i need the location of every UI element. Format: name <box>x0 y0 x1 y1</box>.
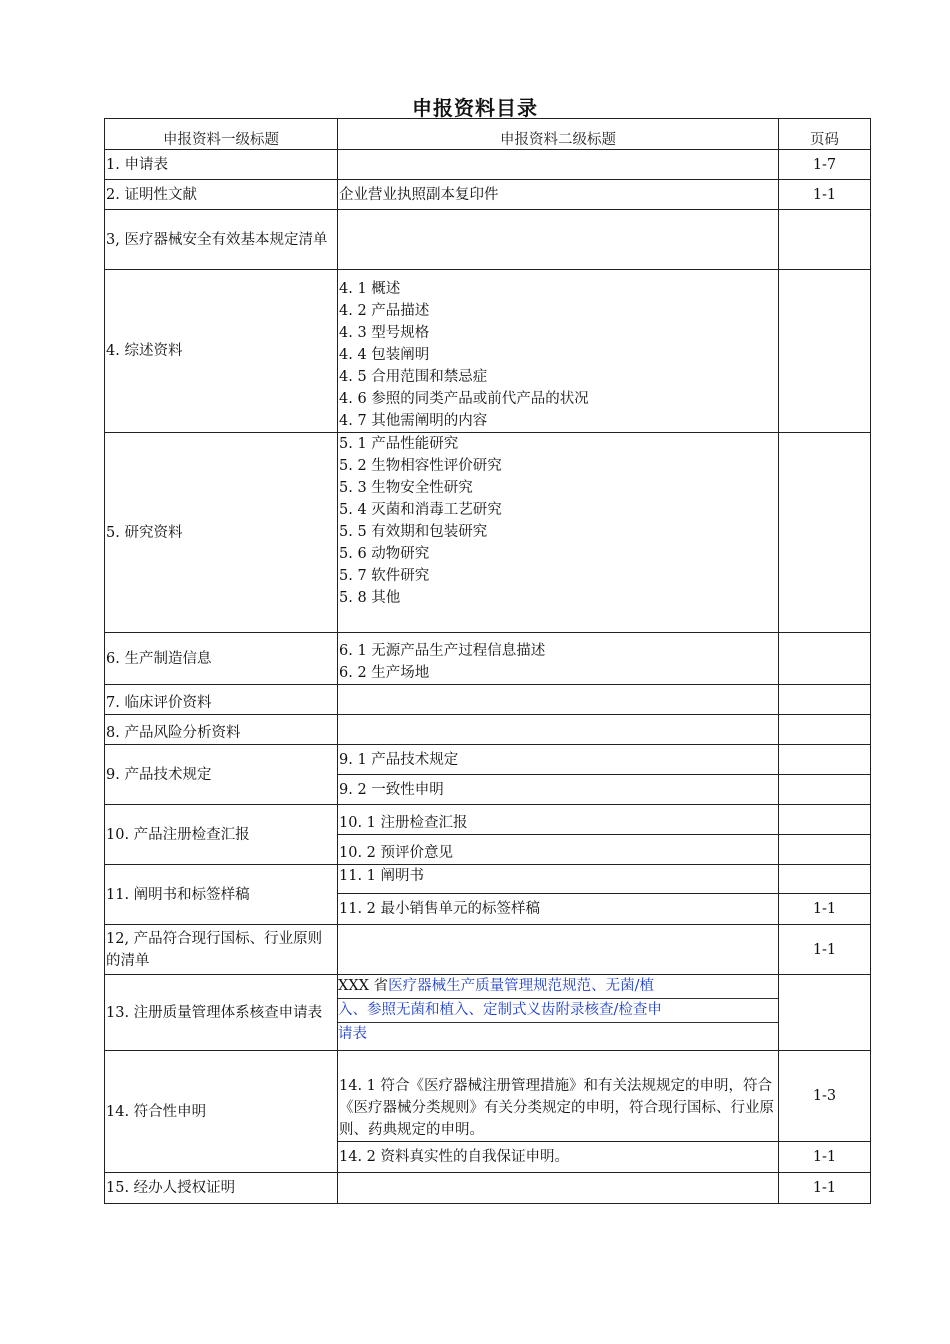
row8-page <box>779 715 871 745</box>
row9-sub2-page <box>779 775 871 805</box>
row13-link-line2[interactable]: 入、参照无菌和植入、定制式义齿附录核查/检查申 <box>338 999 778 1023</box>
row8-level2 <box>338 715 779 745</box>
row1-page: 1-7 <box>779 150 871 180</box>
row14-sub1: 14. 1 符合《医疗器械注册管理措施》和有关法规规定的申明，符合《医疗器械分类规则》有关分类规定的申明，符合现行国标、行业原则、药典规定的申明。 <box>338 1051 779 1142</box>
row4-item: 4. 6 参照的同类产品或前代产品的状况 <box>339 391 589 407</box>
row11-level1: 11. 阐明书和标签样稿 <box>105 865 338 925</box>
row13-level2 <box>338 975 779 1051</box>
row13-page <box>779 975 871 1051</box>
header-level1: 申报资料一级标题 <box>105 119 338 150</box>
row7-level1: 7. 临床评价资料 <box>105 685 338 715</box>
row5-item: 5. 8 其他 <box>339 590 401 606</box>
table-row <box>105 1051 871 1142</box>
row5-item: 5. 3 生物安全性研究 <box>339 480 473 496</box>
row6-level1: 6. 生产制造信息 <box>105 633 338 685</box>
row1-level1: 1. 申请表 <box>105 150 338 180</box>
row4-item: 4. 2 产品描述 <box>339 303 430 319</box>
row1-level2 <box>338 150 779 180</box>
table-row <box>105 925 871 975</box>
row14-level1: 14. 符合性申明 <box>105 1051 338 1173</box>
row3-level1: 3, 医疗器械安全有效基本规定清单 <box>105 210 338 270</box>
table-row <box>105 805 871 835</box>
table-row <box>105 270 871 433</box>
row14-sub2: 14. 2 资料真实性的自我保证申明。 <box>338 1142 779 1173</box>
row4-item: 4. 5 合用范围和禁忌症 <box>339 369 488 385</box>
row13-line1 <box>338 975 778 999</box>
row4-item: 4. 3 型号规格 <box>339 325 430 341</box>
row10-sub2: 10. 2 预评价意见 <box>338 835 779 865</box>
row6-item: 6. 2 生产场地 <box>339 665 430 681</box>
row7-level2 <box>338 685 779 715</box>
row4-level2 <box>338 270 779 433</box>
row9-sub1: 9. 1 产品技术规定 <box>338 745 779 775</box>
row11-sub2-page: 1-1 <box>779 894 871 925</box>
row5-item: 5. 7 软件研究 <box>339 568 430 584</box>
row4-page <box>779 270 871 433</box>
row10-sub2-page <box>779 835 871 865</box>
table-row <box>105 633 871 685</box>
row5-page <box>779 433 871 633</box>
row6-level2 <box>338 633 779 685</box>
row14-sub2-page: 1-1 <box>779 1142 871 1173</box>
row13-level1: 13. 注册质量管理体系核查申请表 <box>105 975 338 1051</box>
row5-item: 5. 5 有效期和包装研究 <box>339 524 488 540</box>
row2-level2: 企业营业执照副本复印件 <box>338 180 779 210</box>
table-row <box>105 975 871 1051</box>
row9-level1: 9. 产品技术规定 <box>105 745 338 805</box>
row4-item: 4. 4 包装阐明 <box>339 347 430 363</box>
table-row <box>105 210 871 270</box>
table-row <box>105 433 871 633</box>
row11-sub1-page <box>779 865 871 894</box>
row5-item: 5. 2 生物相容性评价研究 <box>339 458 502 474</box>
row13-prefix: XXX 省 <box>338 978 389 994</box>
row10-sub1: 10. 1 注册检查汇报 <box>338 805 779 835</box>
row9-sub2: 9. 2 一致性申明 <box>338 775 779 805</box>
table-row <box>105 865 871 894</box>
row2-level1: 2. 证明性文献 <box>105 180 338 210</box>
table-row <box>105 685 871 715</box>
header-level2: 申报资料二级标题 <box>338 119 779 150</box>
row12-level2 <box>338 925 779 975</box>
table-header-row <box>105 119 871 150</box>
row8-level1: 8. 产品风险分析资料 <box>105 715 338 745</box>
row5-item: 5. 6 动物研究 <box>339 546 430 562</box>
table-row <box>105 180 871 210</box>
row3-page <box>779 210 871 270</box>
row4-level1: 4. 综述资料 <box>105 270 338 433</box>
row6-page <box>779 633 871 685</box>
row5-level1: 5. 研究资料 <box>105 433 338 633</box>
row10-level1: 10. 产品注册检查汇报 <box>105 805 338 865</box>
row12-page: 1-1 <box>779 925 871 975</box>
row15-level2 <box>338 1173 779 1204</box>
row5-level2 <box>338 433 779 633</box>
document-title: 申报资料目录 <box>412 96 538 120</box>
row5-item: 5. 4 灭菌和消毒工艺研究 <box>339 502 502 518</box>
row9-sub1-page <box>779 745 871 775</box>
row11-sub1: 11. 1 阐明书 <box>338 865 779 894</box>
row4-item: 4. 7 其他需阐明的内容 <box>339 413 488 429</box>
row6-item: 6. 1 无源产品生产过程信息描述 <box>339 643 546 659</box>
row15-level1: 15. 经办人授权证明 <box>105 1173 338 1204</box>
row12-level1: 12, 产品符合现行国标、行业原则的清单 <box>105 925 338 975</box>
header-page: 页码 <box>779 119 871 150</box>
row13-link-line3[interactable]: 请表 <box>338 1026 367 1042</box>
row15-page: 1-1 <box>779 1173 871 1204</box>
row5-item: 5. 1 产品性能研究 <box>339 436 459 452</box>
row3-level2 <box>338 210 779 270</box>
table-row <box>105 745 871 775</box>
table-row <box>105 150 871 180</box>
row11-sub2: 11. 2 最小销售单元的标签样稿 <box>338 894 779 925</box>
row2-page: 1-1 <box>779 180 871 210</box>
row14-sub1-page: 1-3 <box>779 1051 871 1142</box>
row4-item: 4. 1 概述 <box>339 281 401 297</box>
row7-page <box>779 685 871 715</box>
table-row <box>105 715 871 745</box>
row13-link-line1[interactable]: 医疗器械生产质量管理规范规范、无菌/植 <box>388 978 654 994</box>
toc-table <box>104 118 871 1204</box>
table-row <box>105 1173 871 1204</box>
row10-sub1-page <box>779 805 871 835</box>
